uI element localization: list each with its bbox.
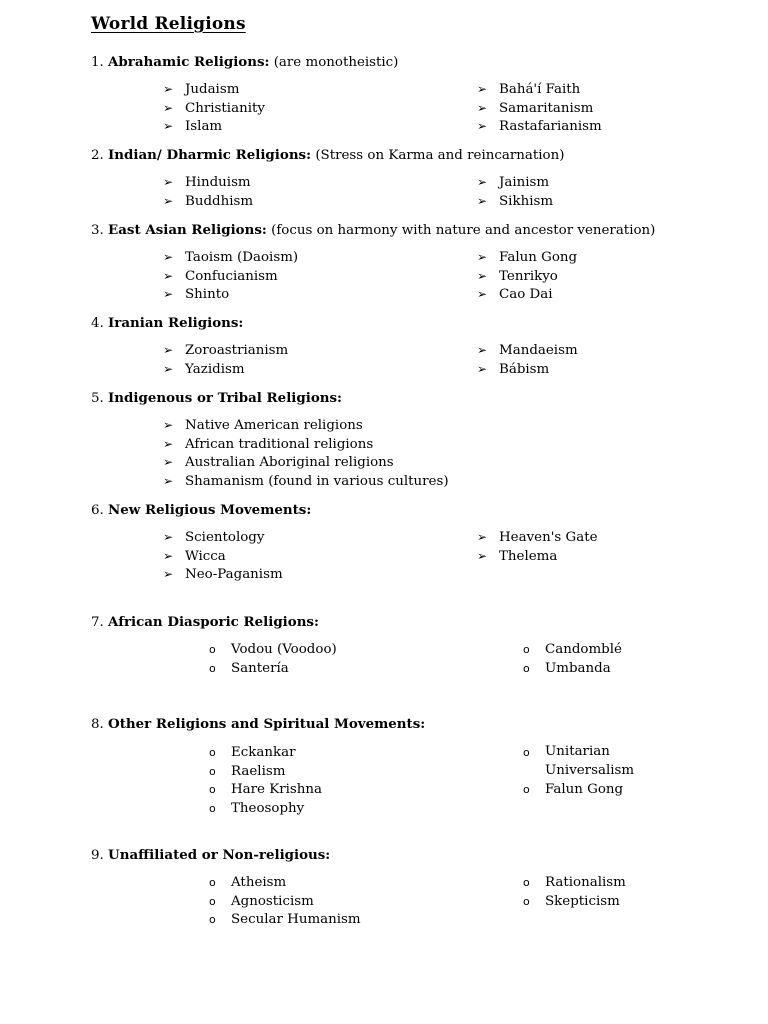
- section-heading: [91, 500, 311, 520]
- section-heading: [91, 388, 342, 408]
- list-item-label: African traditional religions: [185, 436, 374, 452]
- list-item-label: Islam: [185, 119, 223, 135]
- section-number: 9.: [91, 848, 109, 863]
- circle-bullet-icon: o: [523, 894, 530, 908]
- arrow-bullet-icon: ➢: [477, 548, 488, 563]
- section-description: (are monotheistic): [273, 55, 399, 70]
- list-item-label: Atheism: [231, 875, 287, 890]
- arrow-bullet-icon: ➢: [163, 119, 174, 134]
- arrow-bullet-icon: ➢: [163, 287, 174, 302]
- arrow-bullet-icon: ➢: [163, 530, 174, 544]
- list-item-label: Unitarian Universalism: [545, 744, 635, 778]
- section-name: African Diasporic Religions:: [108, 614, 319, 630]
- list-item-label: Secular Humanism: [231, 912, 361, 928]
- section-heading: [91, 845, 330, 865]
- section-number: 3.: [91, 223, 109, 238]
- arrow-bullet-icon: ➢: [163, 343, 174, 357]
- circle-bullet-icon: o: [209, 801, 216, 815]
- list-item-label: Buddhism: [185, 193, 254, 209]
- list-item-label: Confucianism: [185, 268, 278, 284]
- list-item-label: Yazidism: [185, 361, 245, 377]
- circle-bullet-icon: o: [209, 783, 216, 797]
- section-name: Indian/ Dharmic Religions:: [108, 147, 312, 163]
- arrow-bullet-icon: ➢: [477, 250, 488, 264]
- list-item-label: Hinduism: [185, 175, 251, 190]
- section-heading: [91, 52, 398, 72]
- section-heading: [91, 145, 564, 165]
- arrow-bullet-icon: ➢: [477, 193, 488, 208]
- section-number: 2.: [91, 148, 109, 163]
- arrow-bullet-icon: ➢: [163, 436, 174, 451]
- list-item-label: Shamanism (found in various cultures): [185, 473, 449, 489]
- list-item-label: Rationalism: [545, 875, 626, 890]
- list-item-label: Heaven's Gate: [499, 530, 598, 545]
- arrow-bullet-icon: ➢: [163, 175, 174, 189]
- arrow-bullet-icon: ➢: [477, 530, 488, 544]
- circle-bullet-icon: o: [209, 661, 216, 675]
- section-name: Abrahamic Religions:: [108, 54, 270, 70]
- arrow-bullet-icon: ➢: [477, 82, 488, 96]
- arrow-bullet-icon: ➢: [477, 268, 488, 283]
- section-name: East Asian Religions:: [108, 222, 267, 238]
- section-heading: [91, 313, 243, 333]
- list-item-label: Neo-Paganism: [185, 567, 283, 583]
- arrow-bullet-icon: ➢: [477, 343, 488, 357]
- circle-bullet-icon: o: [523, 643, 530, 656]
- section-heading: [91, 714, 425, 734]
- list-item-label: Bábism: [499, 361, 550, 377]
- arrow-bullet-icon: ➢: [163, 100, 174, 115]
- section-description: (Stress on Karma and reincarnation): [315, 148, 565, 163]
- arrow-bullet-icon: ➢: [163, 82, 174, 96]
- circle-bullet-icon: o: [523, 876, 530, 889]
- list-item-label: Native American religions: [185, 418, 363, 433]
- list-item-label: Eckankar: [231, 745, 296, 760]
- arrow-bullet-icon: ➢: [163, 268, 174, 283]
- list-item-label: Samaritanism: [499, 100, 594, 116]
- section-name: New Religious Movements:: [108, 502, 312, 518]
- section-name: Other Religions and Spiritual Movements:: [108, 716, 426, 732]
- arrow-bullet-icon: ➢: [163, 361, 174, 376]
- arrow-bullet-icon: ➢: [477, 287, 488, 302]
- section-name: Indigenous or Tribal Religions:: [108, 390, 342, 406]
- list-item-label: Umbanda: [545, 660, 611, 676]
- arrow-bullet-icon: ➢: [477, 119, 488, 134]
- list-item-label: Raelism: [231, 763, 286, 779]
- list-item-label: Skepticism: [545, 893, 620, 909]
- list-item-label: Tenrikyo: [499, 268, 558, 284]
- circle-bullet-icon: o: [209, 643, 216, 656]
- circle-bullet-icon: o: [209, 913, 216, 927]
- list-item-label: Shinto: [185, 287, 230, 303]
- arrow-bullet-icon: ➢: [163, 473, 174, 488]
- list-item-label: Theosophy: [231, 800, 305, 816]
- circle-bullet-icon: o: [523, 746, 530, 759]
- section-heading: [91, 220, 655, 240]
- section-number: 6.: [91, 503, 109, 518]
- section-description: (focus on harmony with nature and ancestor veneration): [271, 223, 656, 238]
- arrow-bullet-icon: ➢: [163, 455, 174, 470]
- list-item-label: Zoroastrianism: [185, 343, 289, 358]
- section-name: Unaffiliated or Non-religious:: [108, 847, 331, 863]
- list-item-label: Rastafarianism: [499, 119, 602, 135]
- list-item-label: Australian Aboriginal religions: [185, 455, 394, 471]
- arrow-bullet-icon: ➢: [163, 193, 174, 208]
- list-item-label: Vodou (Voodoo): [231, 642, 337, 657]
- list-item-label: Cao Dai: [499, 287, 553, 303]
- list-item-label: Candomblé: [545, 642, 622, 657]
- arrow-bullet-icon: ➢: [163, 548, 174, 563]
- list-item-label: Scientology: [185, 530, 265, 545]
- circle-bullet-icon: o: [209, 764, 216, 778]
- list-item-label: Wicca: [185, 548, 226, 564]
- arrow-bullet-icon: ➢: [163, 567, 174, 582]
- list-item-label: Bahá'í Faith: [499, 82, 581, 97]
- section-number: 4.: [91, 316, 109, 331]
- arrow-bullet-icon: ➢: [477, 175, 488, 189]
- section-number: 8.: [91, 717, 109, 732]
- list-item-label: Taoism (Daoism): [185, 250, 299, 265]
- arrow-bullet-icon: ➢: [163, 250, 174, 264]
- section-number: 5.: [91, 391, 109, 406]
- section-number: 1.: [91, 55, 109, 70]
- list-item-label: Sikhism: [499, 193, 554, 209]
- list-item-label: Christianity: [185, 100, 265, 116]
- section-number: 7.: [91, 615, 109, 630]
- arrow-bullet-icon: ➢: [477, 100, 488, 115]
- section-name: Iranian Religions:: [108, 315, 244, 331]
- list-item-label: Mandaeism: [499, 343, 578, 358]
- arrow-bullet-icon: ➢: [477, 361, 488, 376]
- list-item-label: Judaism: [185, 82, 240, 97]
- circle-bullet-icon: o: [209, 876, 216, 889]
- arrow-bullet-icon: ➢: [163, 418, 174, 432]
- section-heading: [91, 612, 319, 632]
- circle-bullet-icon: o: [209, 746, 216, 759]
- list-item-label: Jainism: [499, 175, 550, 190]
- list-item-label: Falun Gong: [545, 782, 624, 798]
- page-title: World Religions: [91, 14, 246, 34]
- circle-bullet-icon: o: [523, 783, 530, 797]
- circle-bullet-icon: o: [523, 661, 530, 675]
- list-item-label: Thelema: [499, 548, 558, 564]
- list-item-label: Santería: [231, 660, 289, 676]
- list-item-label: Agnosticism: [231, 893, 314, 909]
- circle-bullet-icon: o: [209, 894, 216, 908]
- list-item-label: Hare Krishna: [231, 782, 323, 798]
- list-item-label: Falun Gong: [499, 250, 578, 265]
